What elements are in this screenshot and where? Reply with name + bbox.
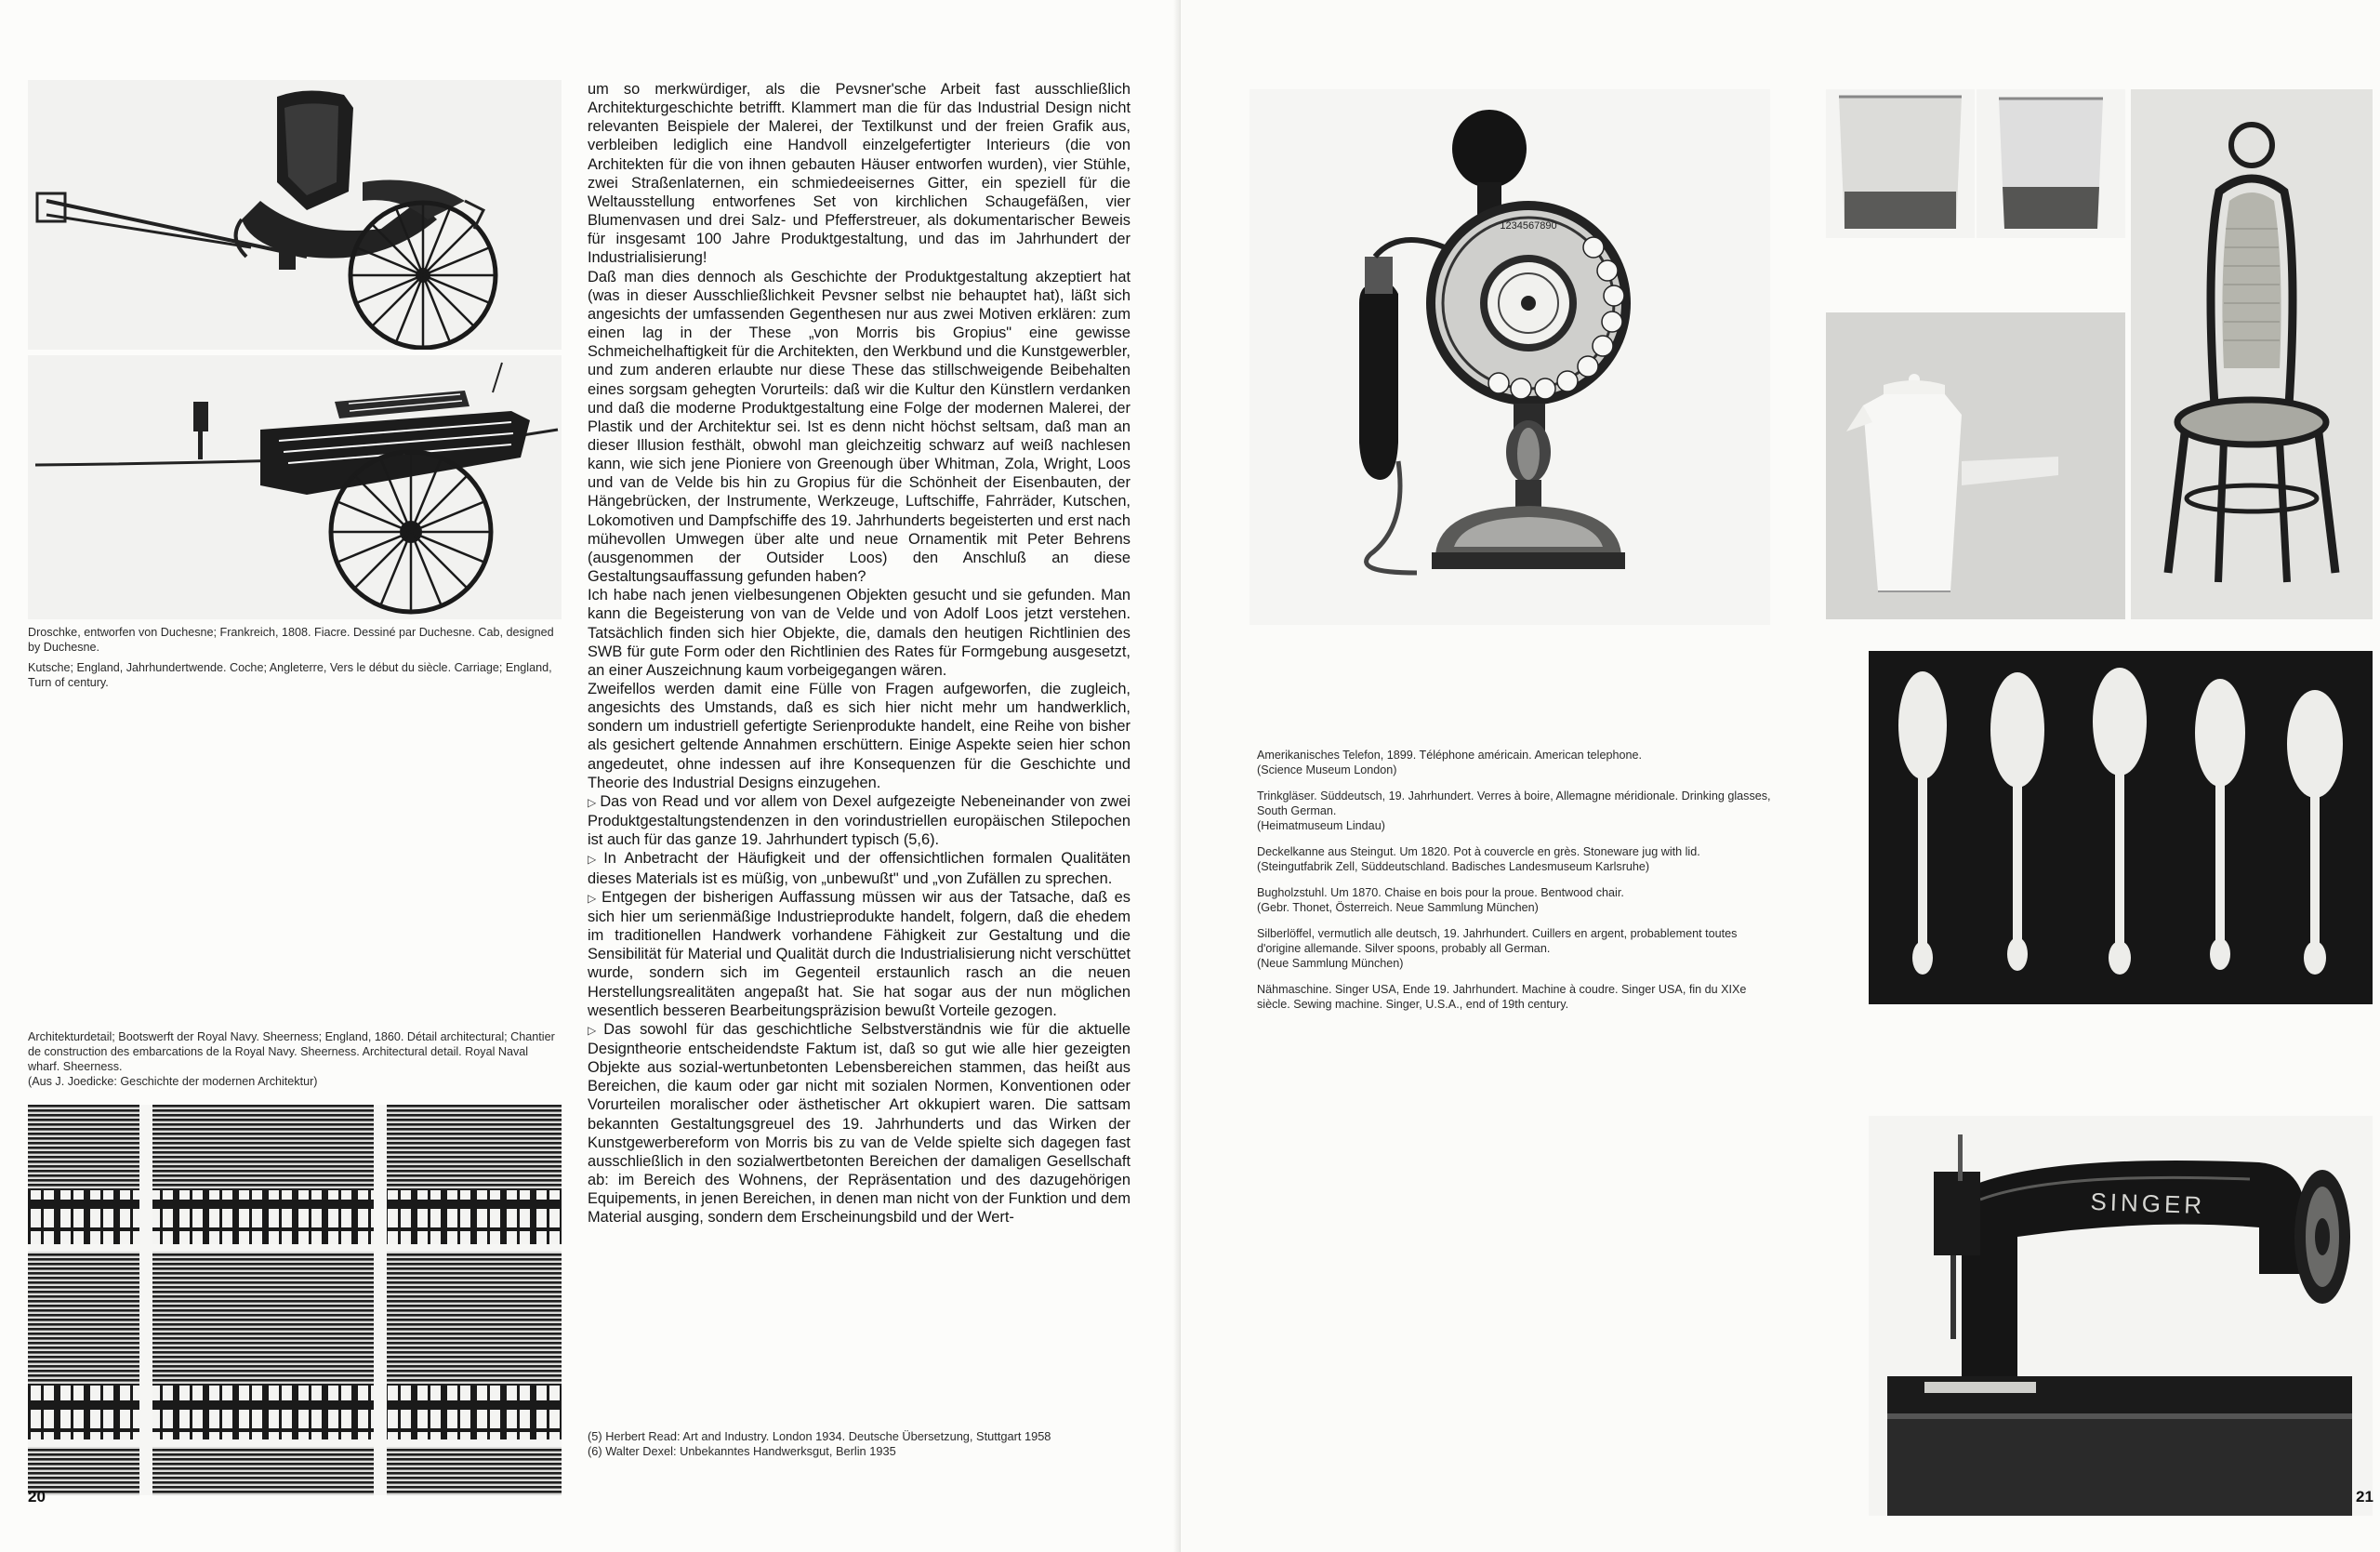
bullet-text: Entgegen der bisherigen Auffassung müssen wir aus der Tatsache, daß es sich hier um serienmäßige Industrieprodukte handelt, folgern, daß die ehedem im traditionellen Handwerk vorhandene Fähigkeit zur Gestaltung und die Sensibilität für Material und Qualität durch die Industrialisierung nicht verschüttet wurde, sondern sich im Gegenteil erstaunlich rasch an die neuen Herstellungsrealitäten angepaßt hat. Sie hat sogar aus der nun möglichen wesentlich besseren Bearbeitungspräzision bewußt Vorteile gezogen. bbox=[588, 888, 1130, 1019]
caption-source: (Science Museum London) bbox=[1257, 763, 1397, 776]
page-number-left: 20 bbox=[28, 1488, 46, 1506]
shipyard-facade-photo bbox=[28, 1105, 562, 1495]
bentwood-chair-photo bbox=[2131, 89, 2373, 619]
facade-illustration bbox=[28, 1105, 562, 1495]
bullet-item bbox=[588, 792, 1130, 849]
caption-text: Silberlöffel, vermutlich alle deutsch, 19. Jahrhundert. Cuillers en argent, probablement toutes d'origine allemande. Silver spoons, probably all German. bbox=[1257, 927, 1738, 955]
drinking-glass-photo-1 bbox=[1826, 89, 1975, 238]
bullet-triangle-icon: ▷ bbox=[588, 795, 598, 809]
body-paragraph: Zweifellos werden damit eine Fülle von Fragen aufgeworfen, die zugleich, angesichts des Umstands, daß es sich hier nicht mehr um handwerklich, sondern um industriell gefertigte Serienprodukte handelt, eine Reihe von bisher als gesichert geltende Annahmen erschüttern. Einige Aspekte seien hier schon angedeutet, ohne indessen auf ihre Konsequenzen für die Geschichte und Theorie des Industrial Designs einzugehen. bbox=[588, 681, 1130, 791]
caption-source: (Neue Sammlung München) bbox=[1257, 957, 1404, 970]
caption-bugholzstuhl bbox=[1257, 885, 1778, 915]
caption-deckelkanne bbox=[1257, 844, 1778, 874]
telephone-illustration bbox=[1250, 89, 1770, 625]
caption-text: Amerikanisches Telefon, 1899. Téléphone américain. American telephone. bbox=[1257, 749, 1642, 762]
left-captions-architecture bbox=[28, 1029, 562, 1094]
caption-text: Deckelkanne aus Steingut. Um 1820. Pot à couvercle en grès. Stoneware jug with lid. bbox=[1257, 845, 1700, 858]
caption-source: (Steingutfabrik Zell, Süddeutschland. Badisches Landesmuseum Karlsruhe) bbox=[1257, 860, 1650, 873]
caption-source: (Gebr. Thonet, Österreich. Neue Sammlung München) bbox=[1257, 901, 1539, 914]
caption-kutsche: Kutsche; England, Jahrhundertwende. Coche; Angleterre, Vers le début du siècle. Carriage; England, Turn of century. bbox=[28, 661, 552, 689]
left-page bbox=[0, 0, 1181, 1552]
telephone-photo bbox=[1250, 89, 1770, 625]
right-page bbox=[1181, 0, 2380, 1552]
bullet-triangle-icon: ▷ bbox=[588, 1023, 602, 1037]
stoneware-jug-photo bbox=[1826, 312, 2125, 619]
caption-architektur: Architekturdetail; Bootswerft der Royal Navy. Sheerness; England, 1860. Détail architectural; Chantier de construction des embarcations de la Royal Navy. Sheerness. Architectural detail. Royal Naval wharf. Sheerness. bbox=[28, 1030, 555, 1073]
right-captions bbox=[1257, 748, 1778, 1023]
sewing-machine-illustration bbox=[1869, 1116, 2373, 1516]
cab-illustration bbox=[28, 80, 562, 350]
footnote-6: (6) Walter Dexel: Unbekanntes Handwerksgut, Berlin 1935 bbox=[588, 1444, 896, 1458]
caption-text: Bugholzstuhl. Um 1870. Chaise en bois pour la proue. Bentwood chair. bbox=[1257, 886, 1624, 899]
caption-architektur-source: (Aus J. Joedicke: Geschichte der modernen Architektur) bbox=[28, 1075, 318, 1088]
carriage-illustration bbox=[28, 355, 562, 619]
left-captions-top bbox=[28, 625, 562, 696]
cab-photo bbox=[28, 80, 562, 350]
sewing-machine-photo bbox=[1869, 1116, 2373, 1516]
caption-telefon bbox=[1257, 748, 1778, 777]
article-body bbox=[588, 80, 1130, 1227]
caption-trinkglaeser bbox=[1257, 789, 1778, 833]
spoons-illustration bbox=[1869, 651, 2373, 1004]
bullet-item bbox=[588, 888, 1130, 1020]
bullet-item bbox=[588, 1020, 1130, 1227]
jug-illustration bbox=[1826, 312, 2125, 619]
carriage-photo bbox=[28, 355, 562, 619]
caption-text: Nähmaschine. Singer USA, Ende 19. Jahrhundert. Machine à coudre. Singer USA, fin du XIXe siècle. Sewing machine. Singer, U.S.A., end of 19th century. bbox=[1257, 983, 1747, 1011]
bullet-text: Das sowohl für das geschichtliche Selbstverständnis wie für die aktuelle Designtheorie entscheidendste Faktum ist, daß so gut wie alle hier gezeigten Objekte aus sozial-wertunbetonten Lebensbereichen stammen, das heißt aus Bereichen, die kaum oder gar nicht mit sozialen Normen, Konventionen oder Vorurteilen moralischer oder ästhetischer Art okkupiert waren. Die sattsam bekannten Gestaltungsgreuel des 19. Jahrhunderts und das Wirken der Kunstgewerbereform von Morris bis zu van de Velde spielte sich dagegen fast ausschließlich in den sozialwertbetonten Bereichen der damaligen Gesellschaft ab: im Bereich des Wohnens, der Repräsentation und des dazugehörigen Equipements, in jenen Bereichen, in denen man nicht von der Funktion und dem Material ausging, sondern dem Erscheinungsbild und der Wert- bbox=[588, 1020, 1130, 1227]
bullet-triangle-icon: ▷ bbox=[588, 891, 600, 905]
body-paragraph: Ich habe nach jenen vielbesungenen Objekten gesucht und sie gefunden. Man kann die Begeisterung von van de Velde und von Adolf Loos jetzt verstehen. Tatsächlich finden sich hier Objekte, die, damals den heutigen Richtlinien des SWB für gute Form oder den Richtlinien des Rates für Formgebung ausgesetzt, an einer Auszeichnung kaum vorbeigegangen wären. bbox=[588, 587, 1130, 679]
caption-text: Trinkgläser. Süddeutsch, 19. Jahrhundert. Verres à boire, Allemagne méridionale. Drinking glasses, South German. bbox=[1257, 789, 1771, 817]
bullet-triangle-icon: ▷ bbox=[588, 853, 602, 867]
singer-brand-text: SINGER bbox=[2089, 1187, 2206, 1220]
glass-illustration-1 bbox=[1826, 89, 1975, 238]
dial-digits: 1234567890 bbox=[1500, 220, 1557, 232]
body-paragraph: um so merkwürdiger, als die Pevsner'sche Arbeit fast ausschließlich Architekturgeschichte betrifft. Klammert man die für das Industrial Design nicht relevanten Beispiele der Malerei, der Textilkunst und der freien Grafik aus, verbleiben lediglich eine Handvoll einzelgefertigter Interieurs (die von Architekten für die von ihnen gebauten Häuser entworfen wurden), vier Stühle, zwei Straßenlaternen, ein schmiedeeisernes Gitter, ein speziell für die Weltausstellung entworfenes Set von kirchlichen Schaugefäßen, vier Blumenvasen und drei Salz- und Pfefferstreuer, als dokumentarischer Beweis für insgesamt 100 Jahre Produktgestaltung, und das im Jahrhundert der Industrialisierung! bbox=[588, 81, 1130, 267]
chair-illustration bbox=[2131, 89, 2373, 619]
bullet-item bbox=[588, 849, 1130, 887]
bullet-text: Das von Read und vor allem von Dexel aufgezeigte Nebeneinander von zwei Produktgestaltungstendenzen in den vorindustriellen europäischen Stilepochen ist auch für das ganze 19. Jahrhundert typisch (5,6). bbox=[588, 792, 1131, 849]
bullet-text: In Anbetracht der Häufigkeit und der offensichtlichen formalen Qualitäten dieses Materials ist es müßig, von „unbewußt" und „von Zufällen zu sprechen. bbox=[588, 850, 1130, 887]
caption-droschke: Droschke, entworfen von Duchesne; Frankreich, 1808. Fiacre. Dessiné par Duchesne. Cab, designed by Duchesne. bbox=[28, 626, 554, 654]
drinking-glass-photo-2 bbox=[1977, 89, 2125, 238]
caption-source: (Heimatmuseum Lindau) bbox=[1257, 819, 1385, 832]
footnotes bbox=[588, 1429, 1145, 1459]
glass-illustration-2 bbox=[1977, 89, 2125, 238]
body-paragraph: Daß man dies dennoch als Geschichte der Produktgestaltung akzeptiert hat (was in dieser Ausschließlichkeit Pevsner selbst nie behauptet hat), läßt sich angesichts der umfassenden Gegenthesen nur aus zwei Motiven erklären: zum einen lag in der These „von Morris bis Gropius" eine gewisse Schmeichelhaftigkeit für die Architekten, den Werkbund und die Kunstgewerbler, und zum anderen erlaubte nur diese These das stillschweigende Beibehalten eines sorgsam gehegten Vorurteils: daß wir die Kultur den Künstlern verdanken und daß die moderne Produktgestaltung eine Folge der modernen Malerei, der Plastik und der Architektur sei. Ist es denn nicht höchst seltsam, daß man an dieser Illusion festhält, obwohl man gleichzeitig schwarz auf weiß nachlesen kann, wie sich jene Pioniere von Greenough über Whitman, Zola, Wright, Loos und van de Velde bis hin zu Gropius für die Schönheit der Eisenbauten, der Hängebrücken, der Instrumente, Werkzeuge, Luftschiffe, Fahrräder, Kutschen, Lokomotiven und Dampfschiffe des 19. Jahrhunderts begeisterten und erst nach mühevollen Umwegen über alte und neue Ornamentik mit Peter Behrens (ausgenommen der Outsider Loos) den Anschluß an diese Gestaltungsauffassung gefunden haben? bbox=[588, 268, 1130, 586]
footnote-5: (5) Herbert Read: Art and Industry. London 1934. Deutsche Übersetzung, Stuttgart 1958 bbox=[588, 1429, 1051, 1443]
caption-silberloeffel bbox=[1257, 926, 1778, 971]
caption-naehmaschine bbox=[1257, 982, 1778, 1012]
page-number-right: 21 bbox=[2356, 1488, 2373, 1506]
silver-spoons-photo bbox=[1869, 651, 2373, 1004]
